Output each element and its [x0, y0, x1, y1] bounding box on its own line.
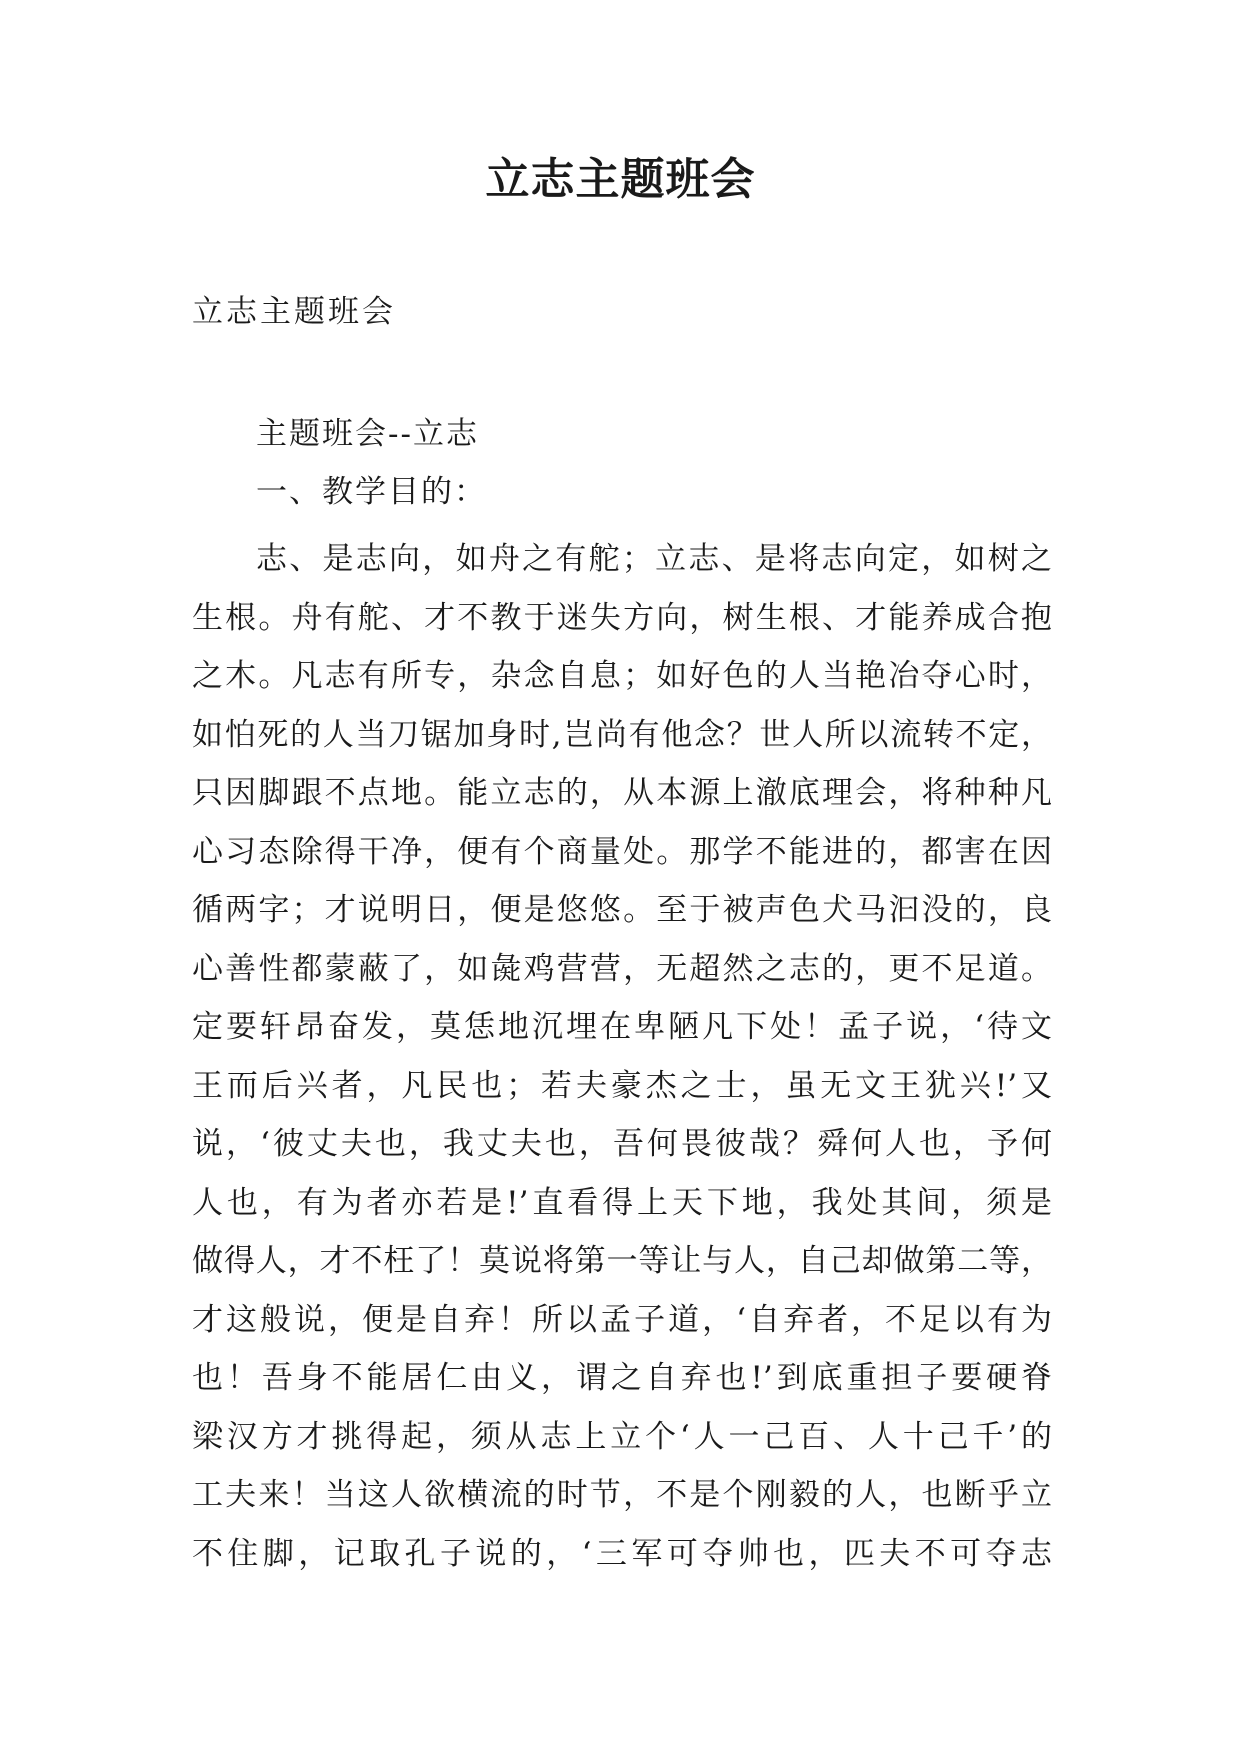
body-line: 循两字；才说明日，便是悠悠。至于被声色犬马汩没的，良	[192, 892, 1052, 928]
body-line: 心善性都蒙蔽了，如彘鸡营营，无超然之志的，更不足道。	[192, 950, 1052, 987]
body-line: 梁汉方才挑得起，须从志上立个‘人一己百、人十己千’的	[192, 1418, 1052, 1455]
body-paragraph	[192, 530, 1052, 1583]
body-line: 志、是志向，如舟之有舵；立志、是将志向定，如树之	[256, 541, 1052, 577]
document-title: 立志主题班会	[485, 154, 756, 205]
section-headings	[192, 405, 1052, 521]
body-line: 只因脚跟不点地。能立志的，从本源上澈底理会，将种种凡	[192, 775, 1052, 811]
body-line: 生根。舟有舵、才不教于迷失方向，树生根、才能养成合抱	[192, 599, 1052, 636]
body-line: 心习态除得干净，便有个商量处。那学不能进的，都害在因	[192, 833, 1052, 870]
body-line: 人也，有为者亦若是!’直看得上天下地，我处其间，须是	[192, 1184, 1052, 1221]
body-line: 定要轩昂奋发，莫恁地沉埋在卑陋凡下处！孟子说，‘待文	[192, 1009, 1052, 1045]
body-line: 如怕死的人当刀锯加身时,岂尚有他念？世人所以流转不定，	[192, 716, 1052, 753]
body-line: 也！吾身不能居仁由义，谓之自弃也!’到底重担子要硬脊	[192, 1360, 1052, 1396]
body-line: 工夫来！当这人欲横流的时节，不是个刚毅的人，也断乎立	[192, 1477, 1052, 1513]
heading-topic: 主题班会--立志	[256, 416, 479, 452]
body-line: 做得人，才不枉了！莫说将第一等让与人，自己却做第二等，	[192, 1243, 1052, 1279]
body-line: 说，‘彼丈夫也，我丈夫也，吾何畏彼哉？舜何人也，予何	[192, 1126, 1052, 1162]
body-line: 王而后兴者，凡民也；若夫豪杰之士，虽无文王犹兴!’又	[192, 1067, 1052, 1104]
body-line: 之木。凡志有所专，杂念自息；如好色的人当艳冶夺心时，	[192, 658, 1052, 694]
heading-teaching-goal: 一、教学目的：	[256, 474, 487, 510]
document-subtitle: 立志主题班会	[192, 294, 396, 330]
body-line: 不住脚，记取孔子说的，‘三军可夺帅也，匹夫不可夺志	[192, 1535, 1052, 1572]
body-line: 才这般说，便是自弃！所以孟子道，‘自弃者，不足以有为	[192, 1301, 1052, 1338]
